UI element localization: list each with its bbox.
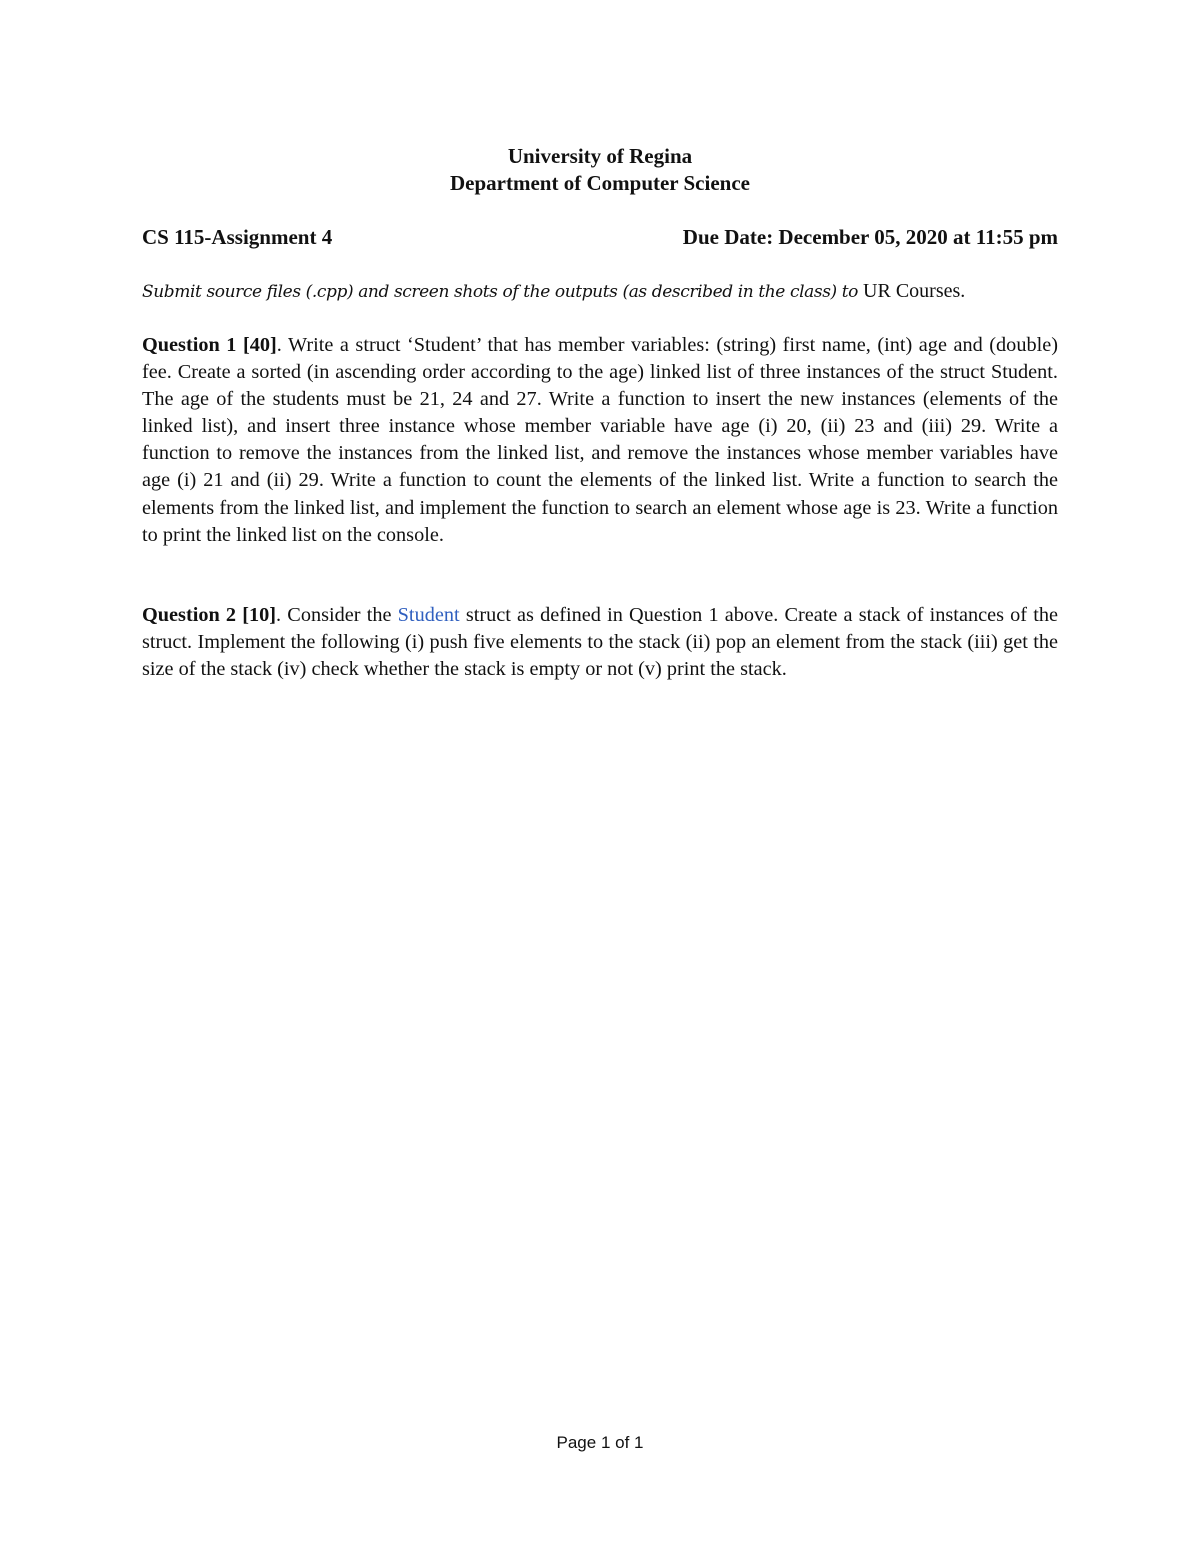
question-2 <box>142 602 1058 683</box>
submission-instructions-italic: Submit source files (.cpp) and screen shots of the outputs (as described in the class) to <box>142 282 859 302</box>
submission-target: UR Courses. <box>858 280 966 302</box>
question-1 <box>142 332 1058 549</box>
submission-instructions <box>142 278 1058 306</box>
university-name: University of Regina <box>507 144 693 168</box>
due-date: Due Date: December 05, 2020 at 11:55 pm <box>682 225 1058 249</box>
course-assignment-title: CS 115-Assignment 4 <box>142 225 333 249</box>
page-footer: Page 1 of 1 <box>556 1433 644 1452</box>
question-2-text-after: struct as defined in Question 1 above. Create a stack of instances of the struct. Implement the following (i) push five elements to the stack (ii) pop an element from the stack (iii) get the size of the stack (iv) check whether the stack is empty or not (v) print the stack. <box>142 604 1059 681</box>
student-struct-highlight: Student <box>397 604 460 626</box>
question-2-label: Question 2 [10] <box>142 604 277 626</box>
question-1-label: Question 1 [40] <box>142 334 277 356</box>
department-name: Department of Computer Science <box>450 171 750 195</box>
question-2-text-before: . Consider the <box>276 604 398 626</box>
question-1-text: . Write a struct ‘Student’ that has member variables: (string) first name, (int) age and (double) fee. Create a sorted (in ascending order according to the age) linked list of three instances of the struct Student. The age of the students must be 21, 24 and 27. Write a function to insert the new instances (elements of the linked list), and insert three instance whose member variable have age (i) 20, (ii) 23 and (iii) 29. Write a function to remove the instances from the linked list, and remove the instances whose member variables have age (i) 21 and (ii) 29. Write a function to count the elements of the linked list. Write a function to search the elements from the linked list, and implement the function to search an element whose age is 23. Write a function to print the linked list on the console. <box>142 334 1058 546</box>
